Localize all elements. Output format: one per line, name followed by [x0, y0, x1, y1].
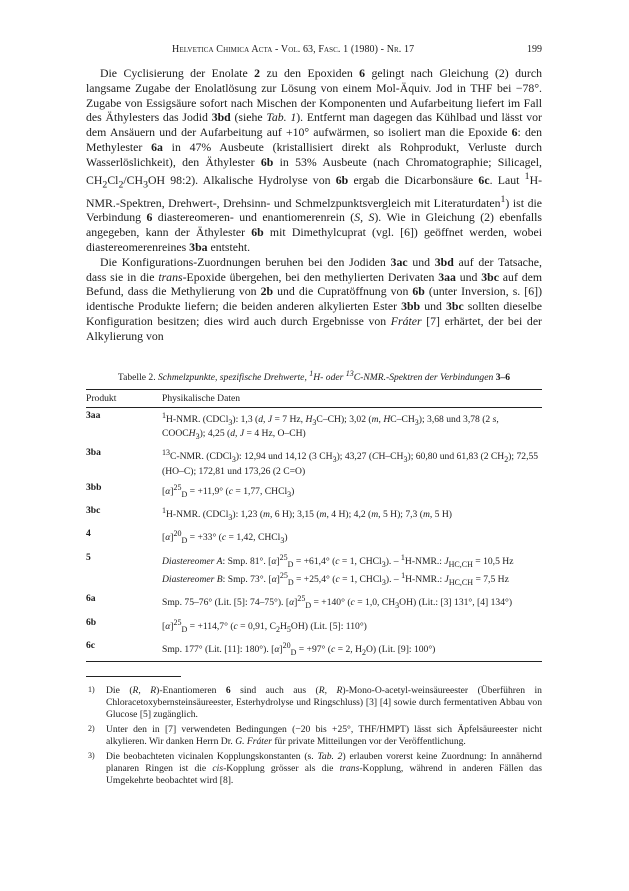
column-header-product: Produkt — [86, 389, 162, 407]
physical-data-cell: Smp. 177° (Lit. [11]: 180°). $[\alpha]^{20}_D = +97^\circ$ (c = 2, $H_2O$) (Lit. [9]: 100°) — [162, 638, 542, 662]
physical-data-cell: $[\alpha]^{20}_D = +33^\circ$ (c = 1,42, CHCl$_3$) — [162, 529, 288, 546]
table-row — [86, 503, 542, 526]
body-paragraph-2: Die Konfigurations-Zuordnungen beruhen bei den Jodiden 3ac und 3bd auf der Tatsache, dass sie in die trans-Epoxide übergehen, bei den methylierten Derivaten 3aa und 3bc auf dem Befund, dass die Methylierung von 2b und die Cupratöffnung von 6b (unter Inversion, s. [6]) identische Produkte liefern; die beiden anderen alkylierten Ester 3bb und 3bc sollten dieselbe Konfiguration besitzen; dies wird auch durch Ergebnisse von Fráter [7] erhärtet, der bei der Alkylierung von — [86, 254, 543, 343]
footnote-mark: 2) — [88, 724, 95, 734]
footnote — [86, 724, 542, 748]
footnote-mark: 1) — [88, 685, 95, 695]
physical-data-cell: $^1$H-NMR. (CDCl$_3$): 1,23 (m, 6 H); 3,15 (m, 4 H); 4,2 (m, 5 H); 7,3 (m, 5 H) — [162, 506, 452, 523]
physical-data-cell: $^1$H-NMR. (CDCl$_3$): 1,3 (d, J = 7 Hz, $H_3C-CH$); 3,02 (m, $HC-CH_3$); 3,68 und 3,78 (2 s, $COOCH_3$); 4,25 (d, J = 4 Hz, O–CH) — [162, 410, 499, 442]
table-caption: Tabelle 2. Schmelzpunkte, spezifische Drehwerte, $^1$H- oder $^{13}$C-NMR.-Spektren der Verbindungen 3–6 — [117, 368, 511, 383]
product-cell: 3bb — [86, 481, 102, 493]
footnote-mark: 3) — [88, 751, 95, 761]
table-row — [86, 591, 542, 614]
physical-data-cell: $[\alpha]^{25}_D = +114,7^\circ$ (c = 0,91, $C_2H_5OH$) (Lit. [5]: 110°) — [162, 617, 367, 634]
footnote-text: Die (R, R)-Enantiomeren 6 sind auch aus (R, R)-Mono-O-acetyl-weinsäureester (Überführen in Chloracetoxybernsteinsäureester, Esterhydrolyse und Ringschluss) [3] [4] sowie durch fermentativen Abbau von Glucose [5] zugänglich. — [106, 685, 542, 721]
table-header-row — [86, 389, 542, 407]
journal-running-title: Helvetica Chimica Acta - Vol. 63, Fasc. 1 (1980) - Nr. 17 — [172, 44, 415, 55]
table-body — [86, 407, 542, 661]
footnote-divider — [86, 676, 181, 677]
physical-data-cell: $[\alpha]^{25}_D = +11,9^\circ$ (c = 1,77, CHCl$_3$) — [162, 482, 295, 499]
footnote-text: Die beobachteten vicinalen Kopplungskonstanten (s. Tab. 2) erlauben vorerst keine Zuordnung: In annähernd planaren Ringen ist die cis-Kopplung grösser als die trans-Kopplung, während in anderen Fällen das Umgekehrte beobachtet wird [8]. — [106, 751, 542, 787]
table-row — [86, 480, 542, 503]
table-row — [86, 526, 542, 549]
table-row — [86, 615, 542, 638]
product-cell: 3bc — [86, 505, 101, 517]
product-cell: 6a — [86, 593, 96, 605]
physical-data-cell: $^{13}$C-NMR. (CDCl$_3$): 12,94 und 14,12 (3 $CH_3$); 43,27 $(CH-CH_3)$; 60,80 und 61,83 (2 $CH_2$); 72,55 (HO–C); 172,81 und 173,26 (2 C=O) — [162, 448, 539, 477]
footnote — [86, 751, 542, 787]
body-paragraph-1: Die Cyclisierung der Enolate 2 zu den Epoxiden 6 gelingt nach Gleichung (2) durch langsame Zugabe der Enolatlösung zur Lösung von einem Mol-Äquiv. Jod in THF bei −78°. Zugabe von Essigsäure sofort nach Mischen der Komponenten und Aufarbeitung liefert im Fall des Äthylesters das Jodid 3bd (siehe Tab. 1). Entfernt man dagegen das Kühlbad und lässt vor dem Ansäuern und der Aufarbeitung auf +10° aufwärmen, so isoliert man die Epoxide 6: den Methylester 6a in 47% Ausbeute (kristallisiert direkt als Rohprodukt, Verluste durch Wasserlöslichkeit), den Äthylester 6b in 53% Ausbeute (nach Chromatographie; Silicagel, $CH_2Cl_2/CH_3OH$ 98:2). Alkalische Hydrolyse von 6b ergab die Dicarbonsäure 6c. Laut $^1$H-NMR.-Spektren, Drehwert-, Drehsinn- und Schmelzpunktsvergleich mit Literaturdaten$^1$) ist die Verbindung 6 diastereomeren- und enantiomerenrein (S, S). Wie in Gleichung (2) ebenfalls angegeben, kann der Äthylester 6b mit Dimethylcuprat (vgl. [6]) geöffnet werden, wobei diastereomerenreines 3ba entsteht. — [86, 66, 543, 254]
footnotes — [86, 685, 542, 787]
physical-data-cell: Diastereomer A: Smp. 81°. $[\alpha]^{25}_D = +61,4^\circ$ (c = 1, CHCl$_3$). – $^1$H-NMR.: $J_{HC,CH} = 10,5$ Hz Diastereomer B: Smp. 73°. $[\alpha]^{25}_D = +25,4^\circ$ (c = 1, CHCl$_3$). – $^1$H-NMR.: $J_{HC,CH} = 7,5$ Hz — [162, 552, 514, 588]
table-row — [86, 445, 542, 480]
data-table — [86, 389, 542, 662]
physical-data-cell: Smp. 75–76° (Lit. [5]: 74–75°). $[\alpha]^{25}_D = +140^\circ$ (c = 1,0, $CH_3OH$) (Lit.: [3] 131°, [4] 134°) — [162, 594, 513, 611]
table-row — [86, 638, 542, 662]
product-cell: 6c — [86, 638, 162, 662]
running-head — [86, 44, 542, 58]
footnote-text: Unter den in [7] verwendeten Bedingungen (−20 bis +25°, THF/HMPT) lässt sich Äpfelsäureester nicht alkylieren. Wir danken Herrn Dr. G. Fráter für private Mitteilungen vor der Veröffentlichung. — [106, 724, 542, 748]
table-row — [86, 550, 542, 592]
product-cell: 4 — [86, 528, 91, 540]
product-cell: 5 — [86, 551, 91, 563]
product-cell: 3aa — [86, 409, 101, 421]
table-row — [86, 407, 542, 445]
page-number: 199 — [527, 44, 542, 55]
journal-page — [86, 44, 542, 790]
footnote — [86, 685, 542, 721]
product-cell: 6b — [86, 616, 97, 628]
column-header-data: Physikalische Daten — [162, 389, 542, 407]
product-cell: 3ba — [86, 447, 101, 459]
